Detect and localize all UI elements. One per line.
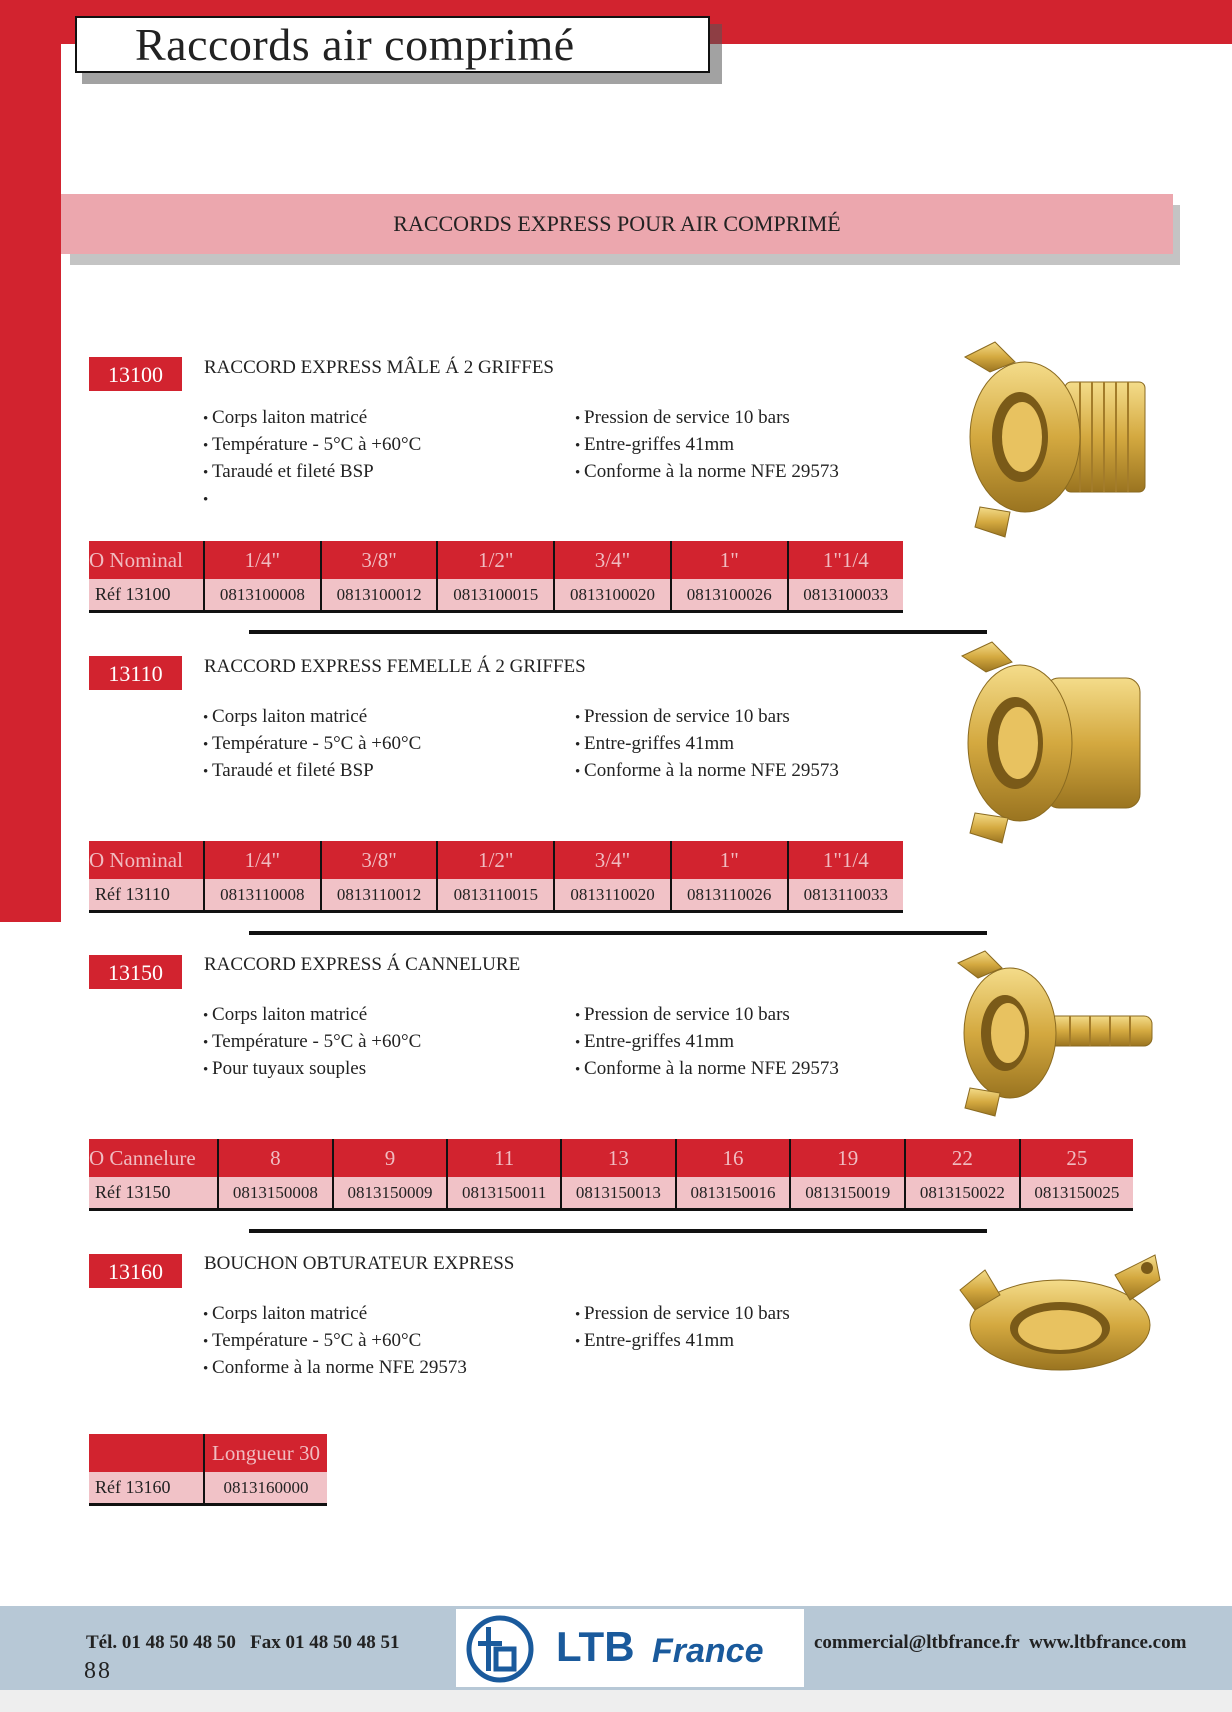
feature-item: • Conforme à la norme NFE 29573 (575, 1056, 839, 1083)
table-header-cell: 8 (218, 1139, 333, 1177)
feature-item: • Température - 5°C à +60°C (203, 432, 421, 459)
footer-web-contact (814, 1632, 1186, 1654)
table-cell: 0813100015 (437, 579, 554, 612)
feature-item: • Entre-griffes 41mm (575, 1029, 839, 1056)
product-title: BOUCHON OBTURATEUR EXPRESS (204, 1253, 515, 1274)
footer-contact (86, 1632, 400, 1654)
table-header-cell: 1" (671, 841, 788, 879)
table-header-cell: 3/4" (554, 841, 671, 879)
table-cell: 0813110033 (788, 879, 903, 912)
feature-list-left (203, 1301, 467, 1382)
feature-item: • Pour tuyaux souples (203, 1056, 421, 1083)
ltb-logo-icon (464, 1613, 536, 1685)
product-code-13100: 13100 (89, 357, 182, 391)
feature-item: • Entre-griffes 41mm (575, 1328, 790, 1355)
table-header-cell: 1" (671, 541, 788, 579)
section-banner-text: RACCORDS EXPRESS POUR AIR COMPRIMÉ (393, 211, 841, 236)
feature-item: • Conforme à la norme NFE 29573 (203, 1355, 467, 1382)
table-row-label: Réf 13150 (89, 1177, 218, 1210)
table-cell: 0813150025 (1020, 1177, 1133, 1210)
table-row-label: Réf 13110 (89, 879, 204, 912)
table-header-label (89, 1434, 204, 1472)
section-divider (249, 931, 987, 935)
table-cell: 0813150013 (561, 1177, 676, 1210)
table-header-cell: 1/4" (204, 841, 321, 879)
feature-list-left (203, 1002, 421, 1083)
table-cell: 0813100012 (321, 579, 438, 612)
female-coupling-icon (950, 638, 1160, 848)
footer-fax: Fax 01 48 50 48 51 (250, 1632, 400, 1653)
product-title: RACCORD EXPRESS MÂLE Á 2 GRIFFES (204, 357, 554, 378)
table-cell: 0813110008 (204, 879, 321, 912)
table-header-cell: 25 (1020, 1139, 1133, 1177)
feature-item: • Corps laiton matricé (203, 1301, 467, 1328)
footer-email[interactable]: commercial@ltbfrance.fr (814, 1632, 1020, 1653)
table-cell: 0813150011 (447, 1177, 561, 1210)
feature-list-right (575, 704, 839, 785)
feature-item: • Taraudé et fileté BSP (203, 758, 421, 785)
section-divider (249, 630, 987, 634)
blanking-plug-icon (955, 1250, 1165, 1380)
feature-list-right (575, 1301, 790, 1355)
product-code-13160: 13160 (89, 1254, 182, 1288)
size-table-13160 (89, 1434, 327, 1506)
table-header-cell: 3/8" (321, 841, 438, 879)
feature-item: • Température - 5°C à +60°C (203, 731, 421, 758)
product-title: RACCORD EXPRESS FEMELLE Á 2 GRIFFES (204, 656, 586, 677)
table-cell: 0813150009 (333, 1177, 448, 1210)
table-header-cell: 3/4" (554, 541, 671, 579)
feature-item: • Température - 5°C à +60°C (203, 1328, 467, 1355)
feature-list-left (203, 704, 421, 785)
table-header-cell: 1/2" (437, 841, 554, 879)
left-red-bar (0, 0, 61, 922)
footer-website[interactable]: www.ltbfrance.com (1029, 1632, 1187, 1653)
table-cell: 0813100033 (788, 579, 903, 612)
section-divider (249, 1229, 987, 1233)
feature-list-right (575, 405, 839, 486)
table-header-cell: 1"1/4 (788, 841, 903, 879)
table-header-label: O Nominal (89, 841, 204, 879)
feature-item: • Pression de service 10 bars (575, 1002, 839, 1029)
table-cell: 0813100026 (671, 579, 788, 612)
table-cell: 0813150008 (218, 1177, 333, 1210)
feature-item (203, 486, 421, 513)
table-cell: 0813150022 (905, 1177, 1020, 1210)
feature-item: • Conforme à la norme NFE 29573 (575, 459, 839, 486)
table-header-label: O Nominal (89, 541, 204, 579)
feature-item: • Pression de service 10 bars (575, 1301, 790, 1328)
feature-item: • Entre-griffes 41mm (575, 432, 839, 459)
table-header-cell: 3/8" (321, 541, 438, 579)
table-header-label: O Cannelure (89, 1139, 218, 1177)
product-code-13150: 13150 (89, 955, 182, 989)
table-header-cell: 16 (676, 1139, 791, 1177)
feature-item: • Corps laiton matricé (203, 405, 421, 432)
hose-barb-coupling-icon (950, 948, 1160, 1118)
section-banner (61, 194, 1173, 254)
logo-text-france: France (652, 1632, 764, 1670)
table-cell: 0813110026 (671, 879, 788, 912)
table-cell: 0813110012 (321, 879, 438, 912)
feature-item: • Conforme à la norme NFE 29573 (575, 758, 839, 785)
page-title-box (75, 16, 710, 73)
table-header-cell: 11 (447, 1139, 561, 1177)
footer-phone: Tél. 01 48 50 48 50 (86, 1632, 236, 1653)
table-cell: 0813150016 (676, 1177, 791, 1210)
table-header-cell: 1/2" (437, 541, 554, 579)
page-title: Raccords air comprimé (135, 19, 575, 70)
table-cell: 0813100008 (204, 579, 321, 612)
table-header-cell: 19 (790, 1139, 905, 1177)
table-header-cell: 22 (905, 1139, 1020, 1177)
table-cell: 0813110015 (437, 879, 554, 912)
table-row-label: Réf 13100 (89, 579, 204, 612)
table-cell: 0813160000 (204, 1472, 327, 1505)
male-coupling-icon (950, 337, 1160, 547)
feature-item: • Corps laiton matricé (203, 704, 421, 731)
table-header-cell: Longueur 30 (204, 1434, 327, 1472)
feature-item: • Pression de service 10 bars (575, 704, 839, 731)
footer-bottom-strip (0, 1690, 1232, 1712)
table-cell: 0813100020 (554, 579, 671, 612)
feature-item: • Température - 5°C à +60°C (203, 1029, 421, 1056)
feature-list-right (575, 1002, 839, 1083)
page-number: 88 (84, 1658, 112, 1684)
size-table-13110 (89, 841, 903, 913)
feature-item: • Corps laiton matricé (203, 1002, 421, 1029)
table-cell: 0813150019 (790, 1177, 905, 1210)
feature-item: • Taraudé et fileté BSP (203, 459, 421, 486)
table-header-cell: 13 (561, 1139, 676, 1177)
table-header-cell: 9 (333, 1139, 448, 1177)
logo-text-ltb: LTB (556, 1623, 635, 1670)
table-cell: 0813110020 (554, 879, 671, 912)
size-table-13100 (89, 541, 903, 613)
feature-list-left (203, 405, 421, 513)
size-table-13150 (89, 1139, 1133, 1211)
product-code-13110: 13110 (89, 656, 182, 690)
table-header-cell: 1"1/4 (788, 541, 903, 579)
feature-item: • Entre-griffes 41mm (575, 731, 839, 758)
table-row-label: Réf 13160 (89, 1472, 204, 1505)
company-logo (456, 1609, 804, 1687)
product-title: RACCORD EXPRESS Á CANNELURE (204, 954, 521, 975)
table-header-cell: 1/4" (204, 541, 321, 579)
feature-item: • Pression de service 10 bars (575, 405, 839, 432)
